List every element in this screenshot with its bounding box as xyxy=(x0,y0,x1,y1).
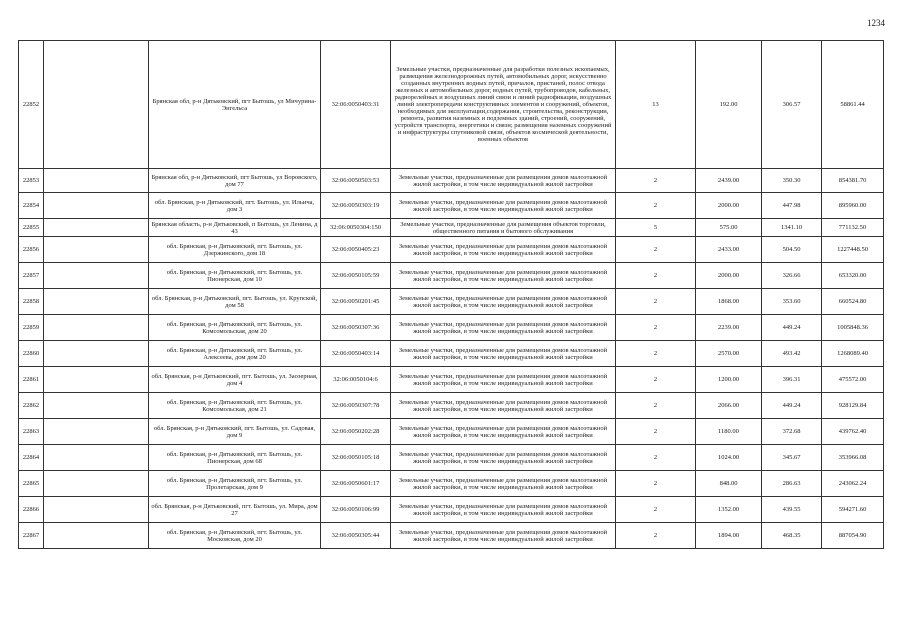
cadastral-value-cell: 594271.60 xyxy=(822,497,884,523)
spacer-cell xyxy=(44,471,149,497)
row-number-cell: 22863 xyxy=(19,419,44,445)
permitted-use-cell: Земельные участки, предназначенные для размещения домов малоэтажной жилой застройки, в том числе индивидуальной жилой застройки xyxy=(391,445,616,471)
row-number-cell: 22853 xyxy=(19,169,44,193)
cadastral-value-cell: 928129.84 xyxy=(822,393,884,419)
area-cell: 2570.00 xyxy=(696,341,762,367)
spacer-cell xyxy=(44,169,149,193)
address-cell: обл. Брянская, р-н Дятьковский, пгт. Бытошь, ул. Мира, дом 27 xyxy=(149,497,321,523)
specific-value-cell: 449.24 xyxy=(762,315,822,341)
row-number-cell: 22864 xyxy=(19,445,44,471)
use-group-cell: 2 xyxy=(616,315,696,341)
permitted-use-cell: Земельные участки, предназначенные для размещения домов малоэтажной жилой застройки, в том числе индивидуальной жилой застройки xyxy=(391,393,616,419)
address-cell: обл. Брянская, р-н Дятьковский, пгт. Бытошь, ул. Комсомольская, дом 20 xyxy=(149,315,321,341)
specific-value-cell: 439.55 xyxy=(762,497,822,523)
use-group-cell: 2 xyxy=(616,193,696,219)
spacer-cell xyxy=(44,393,149,419)
cadastral-number-cell: 32:06:0050403:14 xyxy=(321,341,391,367)
cadastral-value-cell: 475572.00 xyxy=(822,367,884,393)
cadastral-value-cell: 1005848.36 xyxy=(822,315,884,341)
cadastral-value-cell: 653320.00 xyxy=(822,263,884,289)
permitted-use-cell: Земельные участки, предназначенные для разработки полезных ископаемых, размещения железнодорожных путей, автомобильных дорог, искусственно созданных внутренних водных путей, причалов, пристаней, полос отвода железных и автомобильных дорог, водных путей, трубопроводов, кабельных, радиорелейных и воздушных линий связи и линий радиофикации, воздушных линий электропередачи конструктивных элементов и сооружений, объектов, необходимых для эксплуатации,содержания, строительства, реконструкции, ремонта, развития наземных и подземных зданий, строений, сооружений, устройств транспорта, энергетики и связи; размещения наземных сооружений и инфраструктуры спутниковой связи, объектов космической деятельности, военных объектов xyxy=(391,41,616,169)
cadastral-value-cell: 58861.44 xyxy=(822,41,884,169)
table-row xyxy=(19,523,884,549)
address-cell: обл. Брянская, р-н Дятьковский, пгт. Бытошь, ул. Пролетарская, дом 9 xyxy=(149,471,321,497)
area-cell: 1352.00 xyxy=(696,497,762,523)
address-cell: обл. Брянская, р-н Дятьковский, пгт. Бытошь, ул. Дзержинского, дом 18 xyxy=(149,237,321,263)
spacer-cell xyxy=(44,41,149,169)
permitted-use-cell: Земельные участки, предназначенные для размещения домов малоэтажной жилой застройки, в том числе индивидуальной жилой застройки xyxy=(391,263,616,289)
table-row xyxy=(19,315,884,341)
table-row xyxy=(19,263,884,289)
address-cell: Брянская обл, р-н Дятьковский, пгт Бытошь, ул Воровского, дом 77 xyxy=(149,169,321,193)
address-cell: обл. Брянская, р-н Дятьковский, пгт. Бытошь, ул. Алексеева, дом дом 20 xyxy=(149,341,321,367)
area-cell: 575.00 xyxy=(696,219,762,237)
permitted-use-cell: Земельные участки, предназначенные для размещения домов малоэтажной жилой застройки, в том числе индивидуальной жилой застройки xyxy=(391,193,616,219)
row-number-cell: 22855 xyxy=(19,219,44,237)
row-number-cell: 22852 xyxy=(19,41,44,169)
page-number: 1234 xyxy=(867,18,885,28)
area-cell: 2000.00 xyxy=(696,263,762,289)
area-cell: 2239.00 xyxy=(696,315,762,341)
area-cell: 2000.00 xyxy=(696,193,762,219)
table-row xyxy=(19,445,884,471)
cadastral-number-cell: 32:06:0050201:45 xyxy=(321,289,391,315)
permitted-use-cell: Земельные участки, предназначенные для размещения домов малоэтажной жилой застройки, в том числе индивидуальной жилой застройки xyxy=(391,471,616,497)
address-cell: обл. Брянская, р-н Дятьковский, пгт. Бытошь, ул. Московская, дом 20 xyxy=(149,523,321,549)
specific-value-cell: 286.63 xyxy=(762,471,822,497)
area-cell: 1024.00 xyxy=(696,445,762,471)
cadastral-number-cell: 32:06:0050105:59 xyxy=(321,263,391,289)
cadastral-value-cell: 353966.08 xyxy=(822,445,884,471)
cadastral-number-cell: 32:06:0050303:19 xyxy=(321,193,391,219)
address-cell: обл. Брянская, р-н Дятьковский, пгт. Бытошь, ул. Заозерная, дом 4 xyxy=(149,367,321,393)
row-number-cell: 22861 xyxy=(19,367,44,393)
specific-value-cell: 447.98 xyxy=(762,193,822,219)
row-number-cell: 22857 xyxy=(19,263,44,289)
row-number-cell: 22859 xyxy=(19,315,44,341)
permitted-use-cell: Земельные участки, предназначенные для размещения объектов торговли, общественного питания и бытового обслуживания xyxy=(391,219,616,237)
spacer-cell xyxy=(44,445,149,471)
spacer-cell xyxy=(44,237,149,263)
cadastral-value-cell: 1227448.50 xyxy=(822,237,884,263)
specific-value-cell: 345.67 xyxy=(762,445,822,471)
permitted-use-cell: Земельные участки, предназначенные для размещения домов малоэтажной жилой застройки, в том числе индивидуальной жилой застройки xyxy=(391,237,616,263)
table-row xyxy=(19,169,884,193)
specific-value-cell: 326.66 xyxy=(762,263,822,289)
cadastral-number-cell: 32:06:0050105:18 xyxy=(321,445,391,471)
table-row xyxy=(19,341,884,367)
area-cell: 1180.00 xyxy=(696,419,762,445)
permitted-use-cell: Земельные участки, предназначенные для размещения домов малоэтажной жилой застройки, в том числе индивидуальной жилой застройки xyxy=(391,367,616,393)
address-cell: обл. Брянская, р-н Дятьковский, пгт. Бытошь, ул. Пионерская, дом 10 xyxy=(149,263,321,289)
spacer-cell xyxy=(44,419,149,445)
row-number-cell: 22862 xyxy=(19,393,44,419)
area-cell: 2439.00 xyxy=(696,169,762,193)
address-cell: обл. Брянская, р-н Дятьковский, пгт. Бытошь, ул. Комсомольская, дом 21 xyxy=(149,393,321,419)
cadastral-value-cell: 771132.50 xyxy=(822,219,884,237)
use-group-cell: 2 xyxy=(616,497,696,523)
permitted-use-cell: Земельные участки, предназначенные для размещения домов малоэтажной жилой застройки, в том числе индивидуальной жилой застройки xyxy=(391,523,616,549)
use-group-cell: 2 xyxy=(616,523,696,549)
cadastral-number-cell: 32:06:0050305:44 xyxy=(321,523,391,549)
cadastral-value-table xyxy=(18,40,884,549)
use-group-cell: 13 xyxy=(616,41,696,169)
use-group-cell: 2 xyxy=(616,419,696,445)
permitted-use-cell: Земельные участки, предназначенные для размещения домов малоэтажной жилой застройки, в том числе индивидуальной жилой застройки xyxy=(391,315,616,341)
area-cell: 848.00 xyxy=(696,471,762,497)
use-group-cell: 5 xyxy=(616,219,696,237)
cadastral-number-cell: 32:06:0050104:6 xyxy=(321,367,391,393)
table-row xyxy=(19,393,884,419)
address-cell: обл. Брянская, р-н Дятьковский, пгт. Бытошь, ул. Садовая, дом 9 xyxy=(149,419,321,445)
use-group-cell: 2 xyxy=(616,393,696,419)
spacer-cell xyxy=(44,219,149,237)
permitted-use-cell: Земельные участки, предназначенные для размещения домов малоэтажной жилой застройки, в том числе индивидуальной жилой застройки xyxy=(391,419,616,445)
specific-value-cell: 1341.10 xyxy=(762,219,822,237)
address-cell: обл. Брянская, р-н Дятьковский, пгт. Бытошь, ул. Крупской, дом 58 xyxy=(149,289,321,315)
cadastral-number-cell: 32:06:0050304:150 xyxy=(321,219,391,237)
spacer-cell xyxy=(44,289,149,315)
cadastral-value-cell: 439762.40 xyxy=(822,419,884,445)
area-cell: 1894.00 xyxy=(696,523,762,549)
row-number-cell: 22865 xyxy=(19,471,44,497)
cadastral-value-cell: 243062.24 xyxy=(822,471,884,497)
address-cell: Брянская область, р-н Дятьковский, п Бытошь, ул Ленина, д 43 xyxy=(149,219,321,237)
permitted-use-cell: Земельные участки, предназначенные для размещения домов малоэтажной жилой застройки, в том числе индивидуальной жилой застройки xyxy=(391,289,616,315)
cadastral-value-cell: 660524.80 xyxy=(822,289,884,315)
cadastral-number-cell: 32:06:0050601:17 xyxy=(321,471,391,497)
row-number-cell: 22854 xyxy=(19,193,44,219)
address-cell: обл. Брянская, р-н Дятьковский, пгт. Бытошь, ул. Пионерская, дом 68 xyxy=(149,445,321,471)
spacer-cell xyxy=(44,315,149,341)
area-cell: 2433.00 xyxy=(696,237,762,263)
cadastral-value-cell: 887054.90 xyxy=(822,523,884,549)
specific-value-cell: 468.35 xyxy=(762,523,822,549)
area-cell: 1200.00 xyxy=(696,367,762,393)
use-group-cell: 2 xyxy=(616,169,696,193)
cadastral-number-cell: 32:06:0050106:99 xyxy=(321,497,391,523)
table-row xyxy=(19,41,884,169)
table-row xyxy=(19,219,884,237)
cadastral-number-cell: 32:06:0050403:31 xyxy=(321,41,391,169)
spacer-cell xyxy=(44,367,149,393)
specific-value-cell: 493.42 xyxy=(762,341,822,367)
cadastral-number-cell: 32:06:0050202:28 xyxy=(321,419,391,445)
use-group-cell: 2 xyxy=(616,289,696,315)
table-row xyxy=(19,237,884,263)
spacer-cell xyxy=(44,497,149,523)
table-row xyxy=(19,497,884,523)
area-cell: 2066.00 xyxy=(696,393,762,419)
cadastral-value-cell: 854381.70 xyxy=(822,169,884,193)
area-cell: 192.00 xyxy=(696,41,762,169)
spacer-cell xyxy=(44,523,149,549)
address-cell: обл. Брянская, р-н Дятьковский, пгт. Бытошь, ул. Ильича, дом 3 xyxy=(149,193,321,219)
table-row xyxy=(19,471,884,497)
cadastral-value-cell: 1268089.40 xyxy=(822,341,884,367)
table-row xyxy=(19,419,884,445)
cadastral-number-cell: 32:06:0050307:78 xyxy=(321,393,391,419)
row-number-cell: 22867 xyxy=(19,523,44,549)
specific-value-cell: 396.31 xyxy=(762,367,822,393)
specific-value-cell: 449.24 xyxy=(762,393,822,419)
table-row xyxy=(19,289,884,315)
cadastral-number-cell: 32:06:0050307:36 xyxy=(321,315,391,341)
row-number-cell: 22858 xyxy=(19,289,44,315)
use-group-cell: 2 xyxy=(616,263,696,289)
cadastral-value-cell: 895960.00 xyxy=(822,193,884,219)
use-group-cell: 2 xyxy=(616,471,696,497)
table-body xyxy=(19,41,884,549)
use-group-cell: 2 xyxy=(616,237,696,263)
permitted-use-cell: Земельные участки, предназначенные для размещения домов малоэтажной жилой застройки, в том числе индивидуальной жилой застройки xyxy=(391,341,616,367)
specific-value-cell: 350.30 xyxy=(762,169,822,193)
row-number-cell: 22856 xyxy=(19,237,44,263)
spacer-cell xyxy=(44,193,149,219)
cadastral-number-cell: 32:06:0050405:23 xyxy=(321,237,391,263)
row-number-cell: 22860 xyxy=(19,341,44,367)
address-cell: Брянская обл, р-н Дятьковский, пгт Бытошь, ул Мичурина-Энгельса xyxy=(149,41,321,169)
specific-value-cell: 306.57 xyxy=(762,41,822,169)
specific-value-cell: 504.50 xyxy=(762,237,822,263)
use-group-cell: 2 xyxy=(616,341,696,367)
permitted-use-cell: Земельные участки, предназначенные для размещения домов малоэтажной жилой застройки, в том числе индивидуальной жилой застройки xyxy=(391,497,616,523)
table-row xyxy=(19,193,884,219)
row-number-cell: 22866 xyxy=(19,497,44,523)
use-group-cell: 2 xyxy=(616,367,696,393)
specific-value-cell: 372.68 xyxy=(762,419,822,445)
cadastral-number-cell: 32:06:0050503:53 xyxy=(321,169,391,193)
permitted-use-cell: Земельные участки, предназначенные для размещения домов малоэтажной жилой застройки, в том числе индивидуальной жилой застройки xyxy=(391,169,616,193)
use-group-cell: 2 xyxy=(616,445,696,471)
spacer-cell xyxy=(44,341,149,367)
spacer-cell xyxy=(44,263,149,289)
table-row xyxy=(19,367,884,393)
specific-value-cell: 353.60 xyxy=(762,289,822,315)
area-cell: 1868.00 xyxy=(696,289,762,315)
